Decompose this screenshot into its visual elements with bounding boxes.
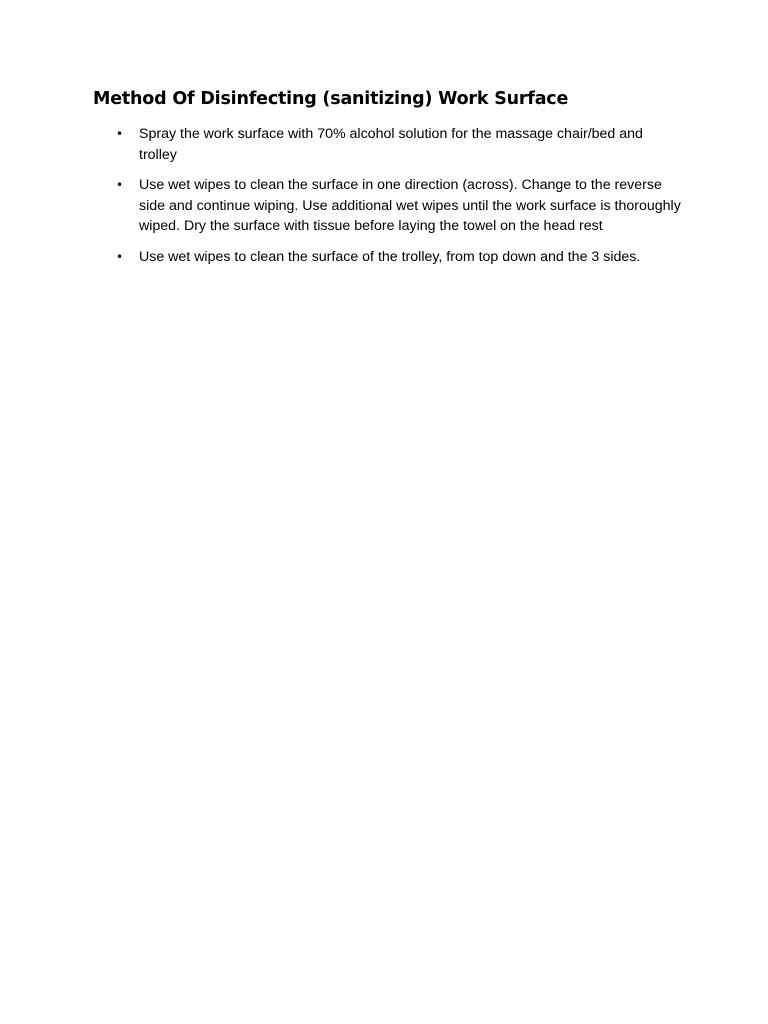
list-item-text: Spray the work surface with 70% alcohol solution for the massage chair/bed and trolley bbox=[139, 126, 643, 163]
list-item bbox=[93, 247, 683, 268]
bullet-icon: • bbox=[116, 178, 124, 193]
list-item-text: Use wet wipes to clean the surface of the trolley, from top down and the 3 sides. bbox=[139, 248, 641, 265]
document-heading: Method Of Disinfecting (sanitizing) Work Surface bbox=[93, 89, 569, 109]
bullet-list bbox=[93, 124, 683, 268]
bullet-icon: • bbox=[116, 127, 124, 141]
list-item bbox=[93, 175, 683, 237]
list-item bbox=[93, 124, 683, 165]
document-content bbox=[93, 86, 683, 278]
bullet-icon: • bbox=[116, 249, 124, 264]
list-item-text: Use wet wipes to clean the surface in one direction (across). Change to the reverse side and continue wiping. Use additional wet wipes until the work surface is thoroughly wiped. Dry the surface with tissue before laying the towel on the head rest bbox=[139, 177, 681, 235]
